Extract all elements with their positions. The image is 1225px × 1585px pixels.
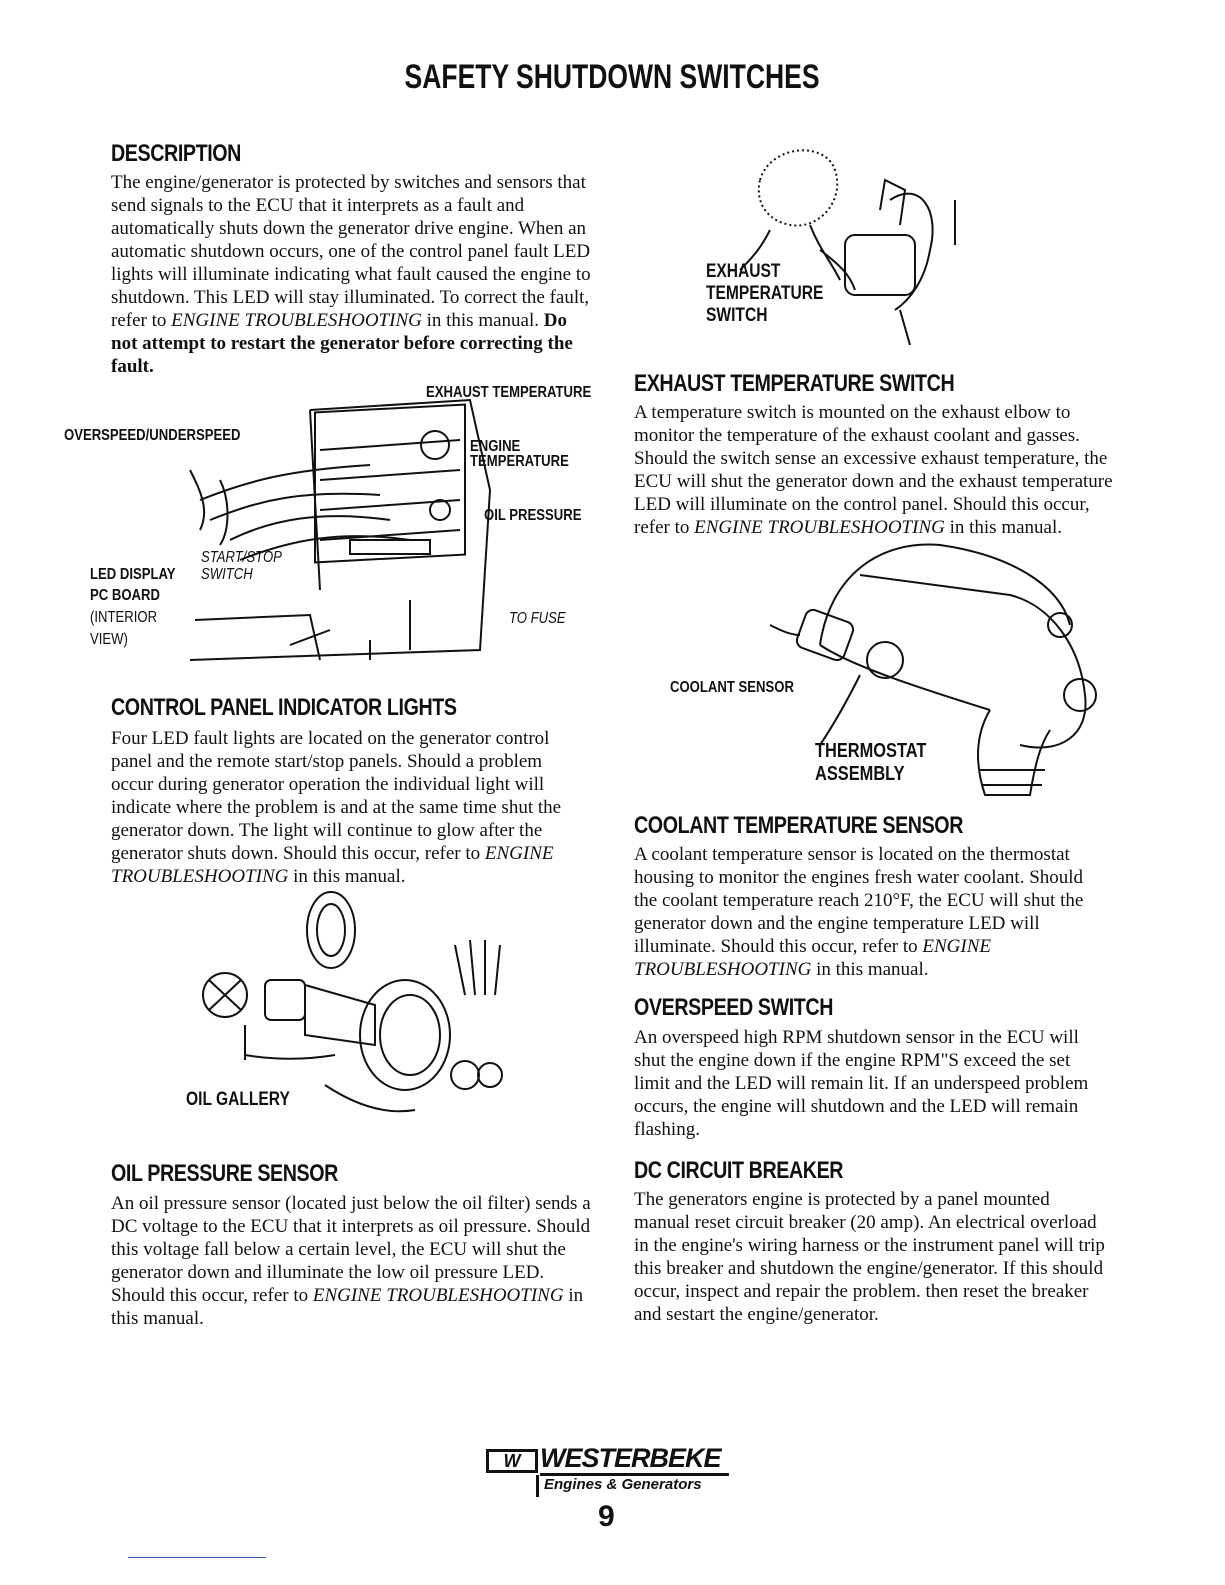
label-engine: ENGINE	[470, 438, 521, 455]
label-exhaust-switch: SWITCH	[706, 305, 768, 326]
dc-breaker-text: The generators engine is protected by a panel mounted manual reset circuit breaker (20 amp). An electrical overload in the engine's wiring harness or the instrument panel will trip this breaker and shutdown the engine/generator. If this should occur, inspect and repair the problem. then reset the breaker and sestart the engine/generator.	[634, 1189, 1105, 1325]
coolant-sensor-text: A coolant temperature sensor is located on the thermostat housing to monitor the engines fresh water coolant. Should the coolant temperature reach 210°F, the ECU will shut the generator down and the engine temperature LED will illuminate. Should this occur, refer to ENGINE TROUBLESHOOTING in this manual.	[634, 844, 1084, 980]
oil-pressure-text: An oil pressure sensor (located just below the oil filter) sends a DC voltage to the ECU that it interprets as oil pressure. Should this voltage fall below a certain level, the ECU will shut the generator down and illuminate the low oil pressure LED. Should this occur, refer to ENGINE TROUBLESHOOTING in this manual.	[111, 1193, 591, 1329]
logo-rule	[536, 1475, 539, 1497]
westerbeke-logo	[486, 1443, 746, 1499]
label-exhaust-temperature-line: TEMPERATURE	[706, 283, 824, 304]
footer-rule	[128, 1557, 266, 1558]
troubleshooting-ref: ENGINE TROUBLESHOOTING	[694, 517, 945, 538]
page-title: SAFETY SHUTDOWN SWITCHES	[404, 58, 820, 96]
label-exhaust-temperature: EXHAUST TEMPERATURE	[426, 384, 592, 401]
warning-text: Do not attempt to restart the generator before correcting the fault.	[111, 310, 573, 377]
troubleshooting-ref: ENGINE TROUBLESHOOTING	[111, 843, 554, 887]
label-coolant-sensor: COOLANT SENSOR	[670, 679, 794, 696]
label-oil-gallery: OIL GALLERY	[186, 1089, 290, 1110]
dc-breaker-heading: DC CIRCUIT BREAKER	[634, 1157, 844, 1184]
coolant-sensor-illustration	[760, 535, 1100, 835]
logo-brand: WESTERBEKE	[540, 1443, 729, 1476]
logo-mark: W	[486, 1449, 538, 1473]
control-panel-illustration	[170, 370, 510, 670]
label-oil-pressure: OIL PRESSURE	[484, 507, 582, 524]
troubleshooting-ref: ENGINE TROUBLESHOOTING	[312, 1285, 564, 1306]
page-number: 9	[598, 1500, 615, 1533]
troubleshooting-ref: ENGINE TROUBLESHOOTING	[171, 310, 422, 331]
exhaust-switch-heading: EXHAUST TEMPERATURE SWITCH	[634, 370, 955, 397]
label-thermostat: THERMOSTAT	[815, 740, 927, 762]
oil-pressure-heading: OIL PRESSURE SENSOR	[111, 1160, 338, 1187]
exhaust-switch-text: A temperature switch is mounted on the exhaust elbow to monitor the temperature of the exhaust coolant and gasses. Should the switch sense an excessive exhaust temperature, the ECU will shut the generator down and the exhaust temperature LED will illuminate on the control panel. Should this occur, refer to ENGINE TROUBLESHOOTING in this manual.	[634, 402, 1113, 538]
label-start-stop: START/STOP	[201, 549, 282, 566]
troubleshooting-ref: ENGINE TROUBLESHOOTING	[634, 936, 992, 980]
label-temperature: TEMPERATURE	[470, 453, 569, 470]
label-switch: SWITCH	[201, 566, 253, 583]
label-interior: (INTERIOR	[90, 609, 158, 626]
description-heading: DESCRIPTION	[111, 140, 241, 167]
control-panel-heading: CONTROL PANEL INDICATOR LIGHTS	[111, 694, 457, 721]
label-pc-board: PC BOARD	[90, 587, 160, 604]
overspeed-heading: OVERSPEED SWITCH	[634, 994, 834, 1021]
description-text: The engine/generator is protected by switches and sensors that send signals to the ECU that it interprets as a fault and automatically shuts down the generator drive engine. When an automatic shutdown occurs, one of the control panel fault LED lights will illuminate indicating what fault caused the engine to shutdown. This LED will stay illuminated. To correct the fault, refer to ENGINE TROUBLESHOOTING in this manual. Do not attempt to restart the generator before correcting the fault.	[111, 172, 591, 377]
label-assembly: ASSEMBLY	[815, 763, 905, 785]
logo-tagline: Engines & Generators	[544, 1476, 702, 1493]
label-to-fuse: TO FUSE	[509, 610, 566, 627]
label-view: VIEW)	[90, 631, 128, 648]
overspeed-text: An overspeed high RPM shutdown sensor in the ECU will shut the engine down if the engine RPM"S exceed the set limit and the LED will remain lit. If an underspeed problem occurs, the engine will shutdown and the LED will remain flashing.	[634, 1027, 1089, 1140]
coolant-sensor-heading: COOLANT TEMPERATURE SENSOR	[634, 812, 964, 839]
control-panel-text: Four LED fault lights are located on the generator control panel and the remote start/stop panels. Should a problem occur during generator operation the individual light will indicate where the problem is and at the same time shut the generator down. The light will continue to glow after the generator shuts down. Should this occur, refer to ENGINE TROUBLESHOOTING in this manual.	[111, 728, 562, 887]
label-led-display: LED DISPLAY	[90, 566, 176, 583]
label-overspeed-underspeed: OVERSPEED/UNDERSPEED	[64, 427, 241, 444]
label-exhaust: EXHAUST	[706, 261, 781, 282]
